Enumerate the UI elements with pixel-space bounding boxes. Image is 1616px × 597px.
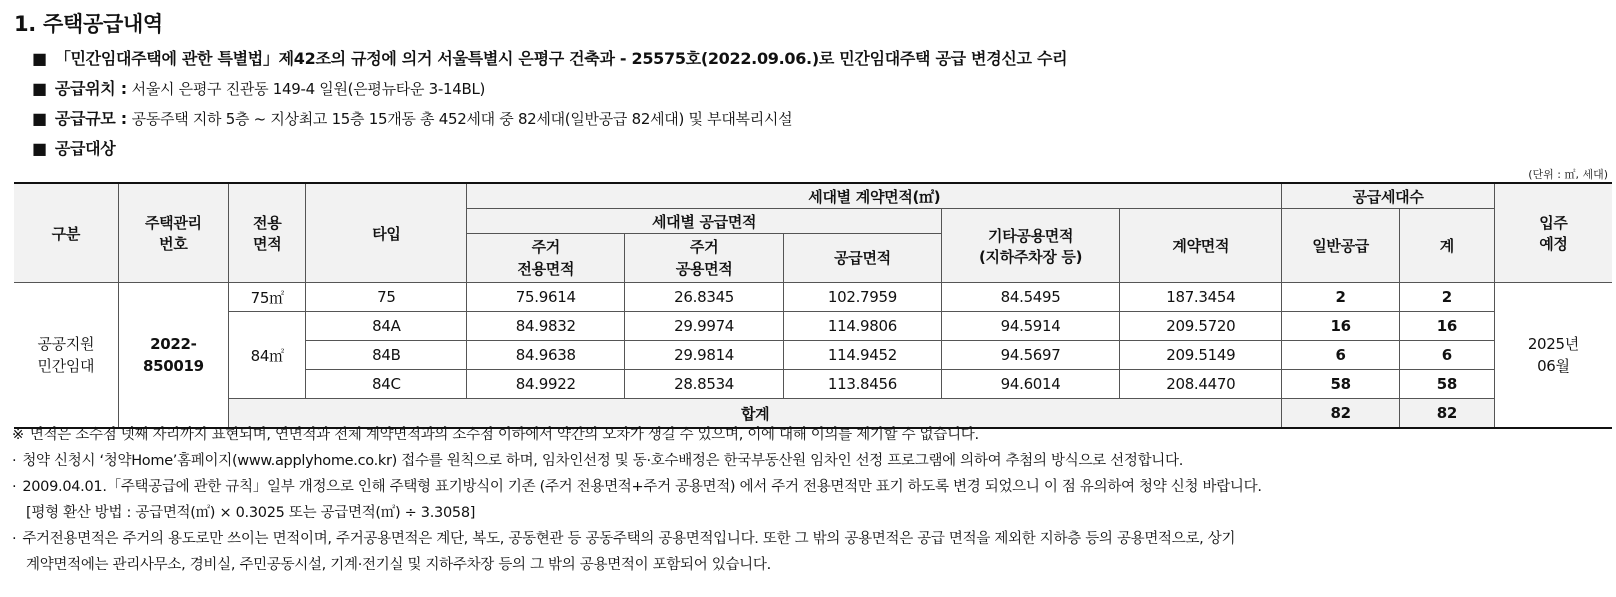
note-item bbox=[12, 474, 1262, 500]
res-common-cell: 29.9814 bbox=[625, 341, 784, 370]
supply-table bbox=[14, 182, 1612, 429]
note-mark: · bbox=[12, 453, 17, 469]
note-item bbox=[12, 448, 1262, 474]
mgmt-no-line1: 2022- bbox=[150, 335, 197, 353]
other-common-cell: 94.6014 bbox=[941, 370, 1119, 399]
contract-cell: 187.3454 bbox=[1120, 283, 1282, 312]
other-common-cell: 84.5495 bbox=[941, 283, 1119, 312]
header-mgmt-no-line2: 번호 bbox=[159, 235, 188, 253]
note-text: 청약 신청시 ‘청약Home’홈페이지(www.applyhome.co.kr) 접수를 원칙으로 하며, 임차인선정 및 동·호수배정은 한국부동산원 임차인 선정 프로그램에 의하여 추첨의 방식으로 선정합니다. bbox=[22, 453, 1184, 469]
mgmt-no-line2: 850019 bbox=[142, 357, 204, 375]
header-supply-area-group: 세대별 공급면적 bbox=[467, 209, 942, 234]
square-bullet-icon: ■ bbox=[32, 49, 47, 68]
other-common-cell: 94.5697 bbox=[941, 341, 1119, 370]
header-supply-area: 공급면적 bbox=[784, 234, 942, 283]
unit-note: (단위 : ㎡, 세대) bbox=[1528, 168, 1608, 181]
header-households: 공급세대수 bbox=[1282, 183, 1495, 209]
bullet-scale-value: 공동주택 지하 5층 ~ 지상최고 15층 15개동 총 452세대 중 82세대(일반공급 82세대) 및 부대복리시설 bbox=[131, 110, 793, 128]
move-in-line1: 2025년 bbox=[1527, 335, 1579, 353]
total-cell: 6 bbox=[1399, 341, 1494, 370]
note-text: 주거전용면적은 주거의 용도로만 쓰이는 면적이며, 주거공용면적은 계단, 복도, 공동현관 등 공동주택의 공용면적입니다. 또한 그 밖의 공용면적은 공급 면적을 제외한 지하층 등의 공용면적으로, 상기 bbox=[22, 531, 1236, 547]
res-common-cell: 28.8534 bbox=[625, 370, 784, 399]
category-line1: 공공지원 bbox=[37, 335, 95, 353]
header-category: 구분 bbox=[14, 183, 118, 283]
move-in-line2: 06월 bbox=[1537, 357, 1570, 375]
res-exclusive-cell: 84.9638 bbox=[467, 341, 625, 370]
note-mark: · bbox=[12, 479, 17, 495]
bullet-approval bbox=[32, 44, 1067, 74]
note-mark: · bbox=[12, 531, 17, 547]
bullet-scale-label: 공급규모 : bbox=[54, 109, 127, 128]
header-mgmt-no-line1: 주택관리 bbox=[144, 214, 202, 232]
note-item bbox=[12, 500, 1262, 526]
contract-cell: 209.5720 bbox=[1120, 312, 1282, 341]
general-cell: 16 bbox=[1282, 312, 1400, 341]
category-cell bbox=[14, 283, 118, 429]
header-res-common-line2: 공용면적 bbox=[675, 260, 733, 278]
table-row bbox=[14, 283, 1612, 312]
bullet-target-label: 공급대상 bbox=[54, 139, 116, 158]
note-item bbox=[12, 552, 1262, 578]
header-res-exclusive bbox=[467, 234, 625, 283]
res-exclusive-cell: 75.9614 bbox=[467, 283, 625, 312]
sum-label-cell: 합계 bbox=[229, 399, 1282, 429]
exclusive-area-cell: 84㎡ bbox=[229, 312, 306, 399]
type-cell: 75 bbox=[306, 283, 467, 312]
note-text: [평형 환산 방법 : 공급면적(㎡) × 0.3025 또는 공급면적(㎡) ÷ 3.3058] bbox=[26, 505, 476, 521]
note-text: 계약면적에는 관리사무소, 경비실, 주민공동시설, 기계·전기실 및 지하주차장 등의 그 밖의 공용면적이 포함되어 있습니다. bbox=[26, 557, 771, 573]
contract-cell: 209.5149 bbox=[1120, 341, 1282, 370]
header-res-exclusive-line2: 전용면적 bbox=[517, 260, 575, 278]
res-common-cell: 26.8345 bbox=[625, 283, 784, 312]
exclusive-area-cell: 75㎡ bbox=[229, 283, 306, 312]
contract-cell: 208.4470 bbox=[1120, 370, 1282, 399]
header-mgmt-no bbox=[118, 183, 228, 283]
header-exclusive bbox=[229, 183, 306, 283]
supply-area-cell: 102.7959 bbox=[784, 283, 942, 312]
sum-total-cell: 82 bbox=[1399, 399, 1494, 429]
bullet-scale bbox=[32, 104, 1067, 134]
header-contract: 계약면적 bbox=[1120, 209, 1282, 283]
move-in-cell bbox=[1494, 283, 1612, 429]
note-text: 면적은 소수점 넷째 자리까지 표현되며, 연면적과 전체 계약면적과의 소수점 이하에서 약간의 오차가 생길 수 있으며, 이에 대해 이의를 제기할 수 없습니다. bbox=[29, 427, 979, 443]
type-cell: 84C bbox=[306, 370, 467, 399]
header-res-common bbox=[625, 234, 784, 283]
note-item bbox=[12, 526, 1262, 552]
type-cell: 84B bbox=[306, 341, 467, 370]
bullet-target bbox=[32, 134, 1067, 164]
res-common-cell: 29.9974 bbox=[625, 312, 784, 341]
square-bullet-icon: ■ bbox=[32, 79, 47, 98]
res-exclusive-cell: 84.9922 bbox=[467, 370, 625, 399]
category-line2: 민간임대 bbox=[37, 357, 95, 375]
res-exclusive-cell: 84.9832 bbox=[467, 312, 625, 341]
square-bullet-icon: ■ bbox=[32, 109, 47, 128]
bullet-list bbox=[32, 44, 1067, 164]
header-total: 계 bbox=[1399, 209, 1494, 283]
general-cell: 2 bbox=[1282, 283, 1400, 312]
note-mark: ※ bbox=[12, 427, 24, 443]
header-exclusive-line2: 면적 bbox=[253, 235, 282, 253]
header-move-in-line2: 예정 bbox=[1539, 235, 1568, 253]
type-cell: 84A bbox=[306, 312, 467, 341]
notes bbox=[12, 422, 1262, 578]
bullet-location-value: 서울시 은평구 진관동 149-4 일원(은평뉴타운 3-14BL) bbox=[131, 80, 486, 98]
general-cell: 58 bbox=[1282, 370, 1400, 399]
other-common-cell: 94.5914 bbox=[941, 312, 1119, 341]
bullet-location bbox=[32, 74, 1067, 104]
section-title: 1. 주택공급내역 bbox=[14, 12, 163, 36]
square-bullet-icon: ■ bbox=[32, 139, 47, 158]
total-cell: 58 bbox=[1399, 370, 1494, 399]
total-cell: 16 bbox=[1399, 312, 1494, 341]
header-other-common-line2: (지하주차장 등) bbox=[978, 247, 1083, 266]
supply-area-cell: 114.9806 bbox=[784, 312, 942, 341]
supply-area-cell: 113.8456 bbox=[784, 370, 942, 399]
header-contract-area: 세대별 계약면적(㎡) bbox=[467, 183, 1282, 209]
sum-general-cell: 82 bbox=[1282, 399, 1400, 429]
header-other-common-line1: 기타공용면적 bbox=[988, 226, 1074, 245]
mgmt-no-cell bbox=[118, 283, 228, 429]
header-move-in bbox=[1494, 183, 1612, 283]
note-item bbox=[12, 422, 1262, 448]
header-exclusive-line1: 전용 bbox=[253, 214, 282, 232]
total-cell: 2 bbox=[1399, 283, 1494, 312]
note-text: 2009.04.01.「주택공급에 관한 규칙」일부 개정으로 인해 주택형 표기방식이 기존 (주거 전용면적+주거 공용면적) 에서 주거 전용면적만 표기 하도록 변경 되었으니 이 점 유의하여 청약 신청 바랍니다. bbox=[22, 479, 1262, 495]
header-res-exclusive-line1: 주거 bbox=[531, 238, 560, 256]
header-type: 타입 bbox=[306, 183, 467, 283]
general-cell: 6 bbox=[1282, 341, 1400, 370]
header-res-common-line1: 주거 bbox=[689, 238, 719, 256]
supply-area-cell: 114.9452 bbox=[784, 341, 942, 370]
bullet-approval-text: 「민간임대주택에 관한 특별법」제42조의 규정에 의거 서울특별시 은평구 건축과 - 25575호(2022.09.06.)로 민간임대주택 공급 변경신고 수리 bbox=[54, 49, 1068, 68]
header-move-in-line1: 입주 bbox=[1539, 214, 1568, 232]
header-general: 일반공급 bbox=[1282, 209, 1400, 283]
table-row bbox=[14, 312, 1612, 341]
header-other-common bbox=[941, 209, 1119, 283]
bullet-location-label: 공급위치 : bbox=[54, 79, 127, 98]
